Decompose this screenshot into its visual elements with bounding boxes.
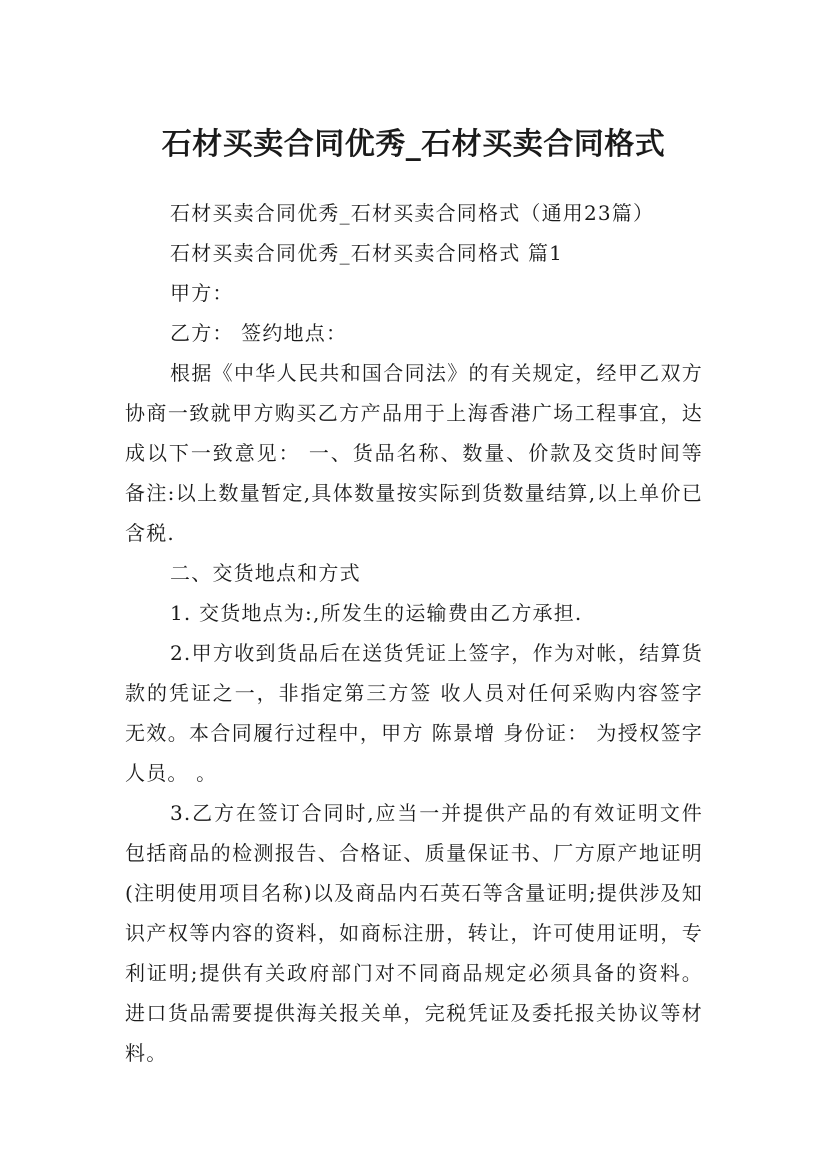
paragraph-party-a: 甲方： [170, 281, 234, 305]
document-body [125, 193, 703, 1073]
paragraph-clause-2-3: 3.乙方在签订合同时,应当一并提供产品的有效证明文件包括商品的检测报告、合格证、质量保证书、厂方原产地证明(注明使用项目名称)以及商品内石英石等含量证明;提供涉及知识产权等内容的资料，如商标注册，转让，许可使用证明，专利证明;提供有关政府部门对不同商品规定必须具备的资料。进口货品需要提供海关报关单，完税凭证及委托报关协议等材料。 [125, 801, 703, 1065]
paragraph-section-heading: 石材买卖合同优秀_石材买卖合同格式 篇1 [170, 241, 564, 265]
document-title: 石材买卖合同优秀_石材买卖合同格式 [161, 127, 666, 163]
paragraph-clause-2-2: 2.甲方收到货品后在送货凭证上签字，作为对帐，结算货款的凭证之一，非指定第三方签 收人员对任何采购内容签字无效。本合同履行过程中，甲方 陈景增 身份证： 为授权签字人员。 。 [125, 641, 703, 785]
paragraph-preamble: 根据《中华人民共和国合同法》的有关规定，经甲乙双方协商一致就甲方购买乙方产品用于上海香港广场工程事宜，达成以下一致意见： 一、货品名称、数量、价款及交货时间等 备注:以上数量暂定,具体数量按实际到货数量结算,以上单价已含税. [125, 361, 703, 545]
paragraph-clause-2-heading: 二、交货地点和方式 [170, 561, 361, 585]
paragraph-party-b: 乙方： 签约地点： [170, 321, 348, 345]
paragraph-subtitle: 石材买卖合同优秀_石材买卖合同格式（通用23篇） [170, 201, 655, 225]
paragraph-clause-2-1: 1. 交货地点为:,所发生的运输费由乙方承担. [170, 601, 583, 625]
